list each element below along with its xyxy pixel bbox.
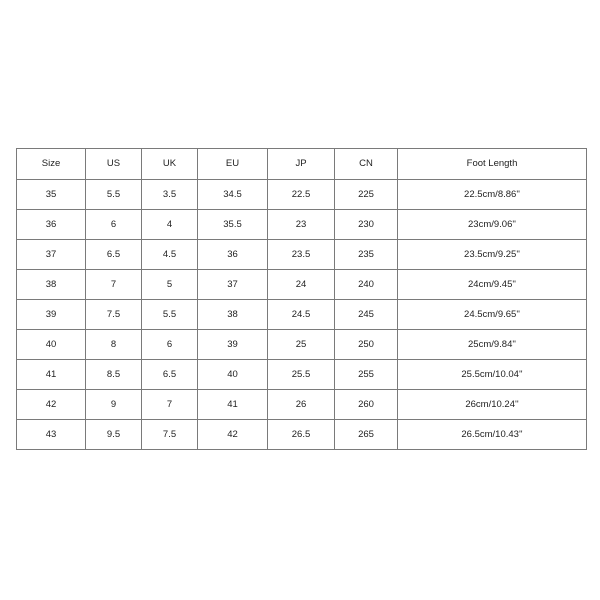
- cell-size: 38: [17, 270, 86, 300]
- cell-cn: 260: [335, 390, 398, 420]
- cell-cn: 250: [335, 330, 398, 360]
- cell-size: 35: [17, 180, 86, 210]
- cell-jp: 26: [268, 390, 335, 420]
- cell-uk: 6.5: [142, 360, 198, 390]
- cell-us: 6: [86, 210, 142, 240]
- cell-uk: 5.5: [142, 300, 198, 330]
- cell-cn: 240: [335, 270, 398, 300]
- cell-eu: 34.5: [198, 180, 268, 210]
- column-header-jp: JP: [268, 149, 335, 180]
- cell-eu: 42: [198, 420, 268, 450]
- cell-eu: 41: [198, 390, 268, 420]
- cell-eu: 39: [198, 330, 268, 360]
- cell-us: 7.5: [86, 300, 142, 330]
- cell-size: 39: [17, 300, 86, 330]
- cell-eu: 37: [198, 270, 268, 300]
- cell-foot-length: 24.5cm/9.65'': [398, 300, 587, 330]
- cell-us: 8.5: [86, 360, 142, 390]
- column-header-us: US: [86, 149, 142, 180]
- cell-size: 37: [17, 240, 86, 270]
- cell-jp: 23.5: [268, 240, 335, 270]
- column-header-eu: EU: [198, 149, 268, 180]
- cell-size: 43: [17, 420, 86, 450]
- table-row: [17, 300, 587, 330]
- cell-eu: 40: [198, 360, 268, 390]
- column-header-cn: CN: [335, 149, 398, 180]
- column-header-size: Size: [17, 149, 86, 180]
- column-header-uk: UK: [142, 149, 198, 180]
- table-row: [17, 330, 587, 360]
- cell-uk: 7: [142, 390, 198, 420]
- cell-foot-length: 26cm/10.24'': [398, 390, 587, 420]
- cell-us: 8: [86, 330, 142, 360]
- cell-cn: 265: [335, 420, 398, 450]
- table-row: [17, 390, 587, 420]
- cell-eu: 36: [198, 240, 268, 270]
- cell-us: 9: [86, 390, 142, 420]
- cell-jp: 26.5: [268, 420, 335, 450]
- cell-uk: 7.5: [142, 420, 198, 450]
- cell-size: 36: [17, 210, 86, 240]
- cell-foot-length: 25.5cm/10.04'': [398, 360, 587, 390]
- cell-jp: 24: [268, 270, 335, 300]
- cell-uk: 4.5: [142, 240, 198, 270]
- table-body: [17, 180, 587, 450]
- cell-uk: 6: [142, 330, 198, 360]
- cell-eu: 38: [198, 300, 268, 330]
- cell-foot-length: 24cm/9.45'': [398, 270, 587, 300]
- cell-us: 9.5: [86, 420, 142, 450]
- cell-foot-length: 23.5cm/9.25'': [398, 240, 587, 270]
- cell-eu: 35.5: [198, 210, 268, 240]
- table-row: [17, 180, 587, 210]
- column-header-foot-length: Foot Length: [398, 149, 587, 180]
- cell-size: 40: [17, 330, 86, 360]
- cell-size: 41: [17, 360, 86, 390]
- table-row: [17, 360, 587, 390]
- cell-jp: 25: [268, 330, 335, 360]
- cell-cn: 225: [335, 180, 398, 210]
- size-chart-table: [16, 148, 587, 450]
- cell-cn: 245: [335, 300, 398, 330]
- cell-foot-length: 22.5cm/8.86'': [398, 180, 587, 210]
- cell-uk: 3.5: [142, 180, 198, 210]
- cell-us: 6.5: [86, 240, 142, 270]
- table-row: [17, 240, 587, 270]
- cell-cn: 235: [335, 240, 398, 270]
- cell-jp: 23: [268, 210, 335, 240]
- cell-jp: 24.5: [268, 300, 335, 330]
- cell-jp: 22.5: [268, 180, 335, 210]
- cell-uk: 4: [142, 210, 198, 240]
- table-row: [17, 210, 587, 240]
- cell-size: 42: [17, 390, 86, 420]
- table-row: [17, 420, 587, 450]
- cell-uk: 5: [142, 270, 198, 300]
- cell-foot-length: 23cm/9.06'': [398, 210, 587, 240]
- cell-foot-length: 26.5cm/10.43'': [398, 420, 587, 450]
- cell-us: 5.5: [86, 180, 142, 210]
- cell-cn: 255: [335, 360, 398, 390]
- table-row: [17, 270, 587, 300]
- cell-cn: 230: [335, 210, 398, 240]
- cell-us: 7: [86, 270, 142, 300]
- table-header-row: [17, 149, 587, 180]
- cell-foot-length: 25cm/9.84'': [398, 330, 587, 360]
- cell-jp: 25.5: [268, 360, 335, 390]
